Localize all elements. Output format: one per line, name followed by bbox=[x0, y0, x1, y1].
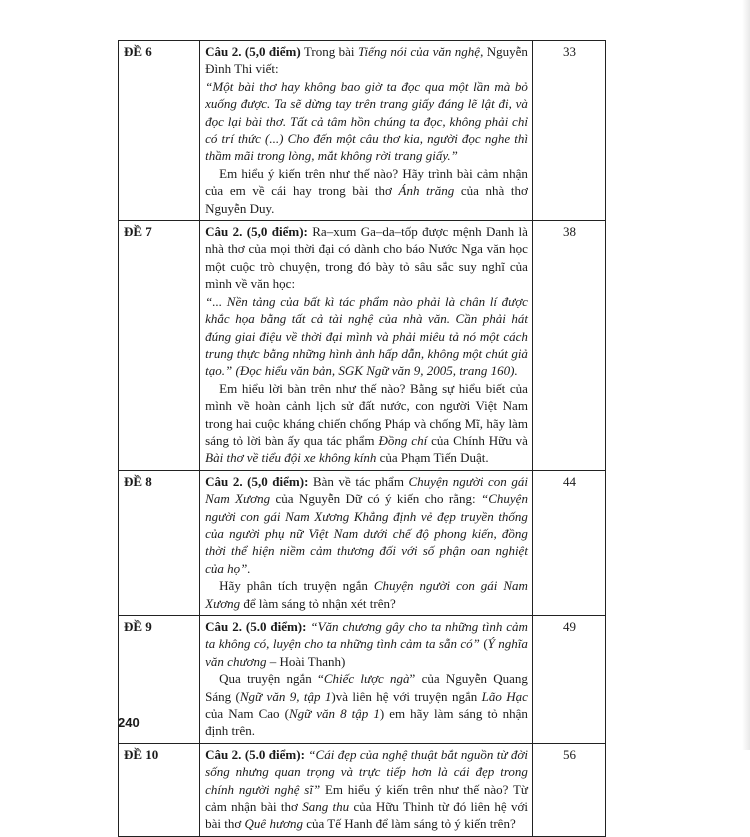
table-row bbox=[119, 743, 606, 836]
question-text: Bàn về tác phẩm bbox=[308, 473, 409, 489]
exam-label: ĐỀ 6 bbox=[119, 41, 200, 221]
page-reference: 49 bbox=[532, 616, 605, 744]
table-row bbox=[119, 221, 606, 471]
quotation: “Chuyện người con gái Nam Xương Khẳng định vẻ đẹp truyền thống của người phụ nữ Việt Nam dưới chế độ phong kiến, đồng thời thể hiện niềm cảm thương đối với số phận oan nghiệt của họ”. bbox=[205, 491, 528, 576]
page-reference: 33 bbox=[532, 41, 605, 221]
page-edge-shadow bbox=[742, 0, 750, 750]
quote-source: – Hoài Thanh) bbox=[266, 653, 346, 669]
work-title: Quê hương bbox=[244, 816, 303, 832]
work-title: Tiếng nói của văn nghệ bbox=[357, 44, 481, 59]
work-title: Ý nghĩa văn chương bbox=[205, 636, 528, 669]
exam-content bbox=[200, 41, 533, 221]
quotation: “Một bài thơ hay không bao giờ ta đọc qua một lần mà bỏ xuống được. Ta sẽ dừng tay trên trang giấy đáng lẽ lật đi, và đọc lại bài thơ. Tất cả tâm hồn chúng ta đọc, không phải chỉ có trí thức (...) Cho đến một câu thơ kia, người đọc nghe thì thầm mãi trong lòng, mắt không rời trang giấy.” bbox=[205, 78, 528, 164]
exam-content bbox=[200, 470, 533, 615]
question-heading: Câu 2. (5,0 điểm) bbox=[205, 44, 301, 59]
quotation: “... Nền tảng của bất kì tác phẩm nào phải là chân lí được khắc họa bằng tất cả tài nghệ của nhà văn. Cần phải hát đúng giai điệu về thời đại mình và phải miêu tả nó một cách trung thực bằng những hình ảnh hấp dẫn, không một chút giả tạo.” (Đọc hiểu văn bản, SGK Ngữ văn 9, 2005, trang 160). bbox=[205, 293, 528, 379]
quotation: “Cái đẹp của nghệ thuật bắt nguồn từ đời sống nhưng quan trọng và trực tiếp hơn là cái đẹp trong chính người nghệ sĩ” bbox=[205, 746, 528, 797]
task-text: của Tế Hanh để làm sáng tỏ ý kiến trên? bbox=[302, 816, 516, 832]
question-text: Trong bài bbox=[300, 44, 358, 59]
work-title: Chuyện người con gái Nam Xương bbox=[205, 473, 528, 507]
exam-label: ĐỀ 9 bbox=[119, 616, 200, 744]
table-row bbox=[119, 41, 606, 221]
task-text: Em hiểu ý kiến trên như thế nào? Từ cảm nhận bài thơ bbox=[205, 781, 528, 815]
page-reference: 56 bbox=[532, 743, 605, 836]
exam-label: ĐỀ 10 bbox=[119, 743, 200, 836]
question-text: , Nguyễn Đình Thi viết: bbox=[205, 44, 528, 77]
exam-label: ĐỀ 8 bbox=[119, 470, 200, 615]
question-heading: Câu 2. (5,0 điểm): bbox=[205, 473, 309, 489]
task-text: của Hữu Thỉnh từ đó liên hệ với bài thơ bbox=[205, 799, 528, 832]
question-heading: Câu 2. (5,0 điểm): bbox=[205, 224, 308, 240]
exam-index-table bbox=[118, 40, 606, 837]
page-number: 240 bbox=[118, 715, 140, 730]
exam-content bbox=[200, 743, 533, 836]
task-text: Qua truyện ngắn “Chiếc lược ngà” của Nguyễn Quang Sáng (Ngữ văn 9, tập 1)và liên hệ với truyện ngắn Lão Hạc của Nam Cao (Ngữ văn 8 tập 1) em hãy làm sáng tỏ nhận định trên. bbox=[205, 671, 528, 739]
exam-label: ĐỀ 7 bbox=[119, 221, 200, 471]
page-reference: 38 bbox=[532, 221, 605, 471]
task-text: Hãy phân tích truyện ngắn Chuyện người con gái Nam Xương để làm sáng tỏ nhận xét trên? bbox=[205, 578, 528, 611]
question-text: Ra–xum Ga–da–tốp được mệnh Danh là nhà thơ của mọi thời đại có dành cho báo Nước Nga văn học một cuộc trò chuyện, trong đó bày tỏ sâu sắc suy nghĩ của mình về văn học: bbox=[205, 224, 528, 292]
question-text: của Nguyễn Dữ có ý kiến cho rằng: bbox=[270, 491, 481, 507]
page-reference: 44 bbox=[532, 470, 605, 615]
question-heading: Câu 2. (5.0 điểm): bbox=[205, 746, 305, 762]
table-row bbox=[119, 470, 606, 615]
quote-source: ( bbox=[479, 636, 488, 652]
table-row bbox=[119, 616, 606, 744]
work-title: Sang thu bbox=[302, 799, 350, 815]
task-text: Em hiểu ý kiến trên như thế nào? Hãy trình bài cảm nhận của em về cái hay trong bài thơ Ánh trăng của nhà thơ Nguyễn Duy. bbox=[205, 165, 528, 216]
exam-content bbox=[200, 221, 533, 471]
exam-content bbox=[200, 616, 533, 744]
task-text: Em hiểu lời bàn trên như thế nào? Bằng sự hiểu biết của mình về hoàn cảnh lịch sử đất nước, con người Việt Nam trong hai cuộc kháng chiến chống Pháp và chống Mĩ, hãy làm sáng tỏ lời bàn ấy qua tác phẩm Đồng chí của Chính Hữu và Bài thơ về tiểu đội xe không kính của Phạm Tiến Duật. bbox=[205, 380, 528, 466]
quotation: “Văn chương gây cho ta những tình cảm ta không có, luyện cho ta những tình cảm ta sẵn có” bbox=[205, 619, 528, 652]
question-heading: Câu 2. (5.0 điểm): bbox=[205, 619, 307, 634]
